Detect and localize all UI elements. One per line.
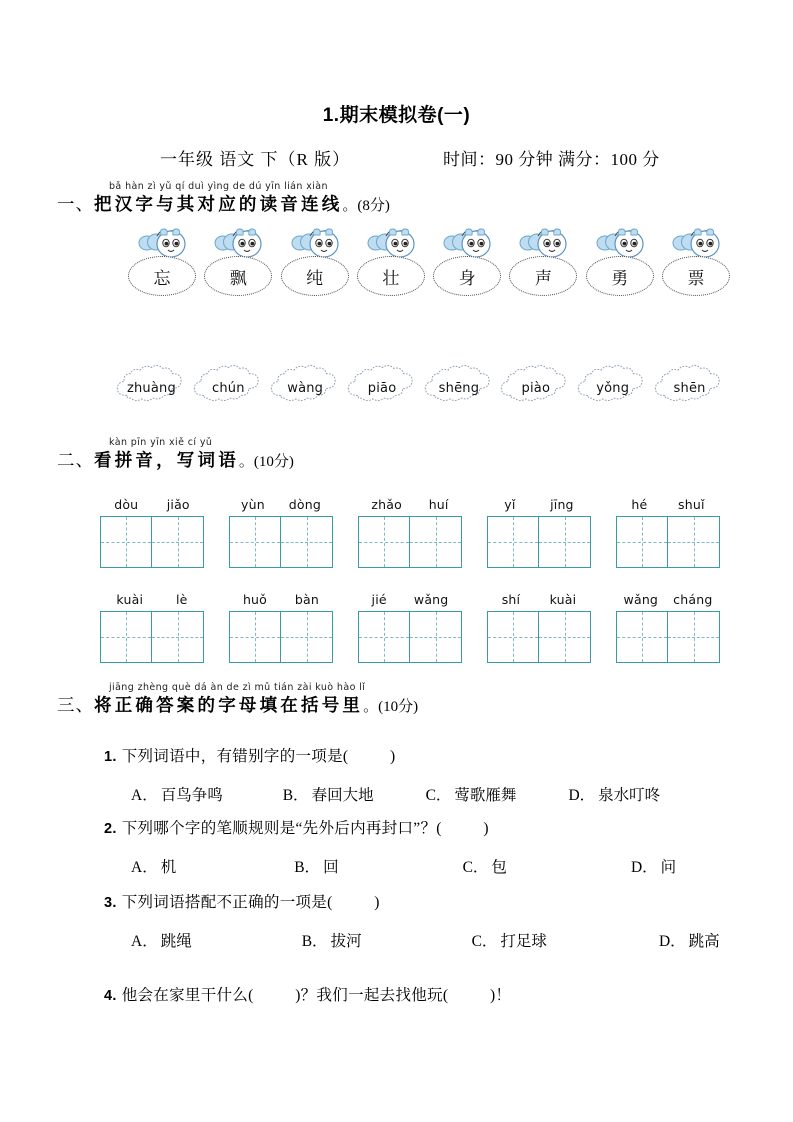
grid-pinyin-syllable: hé (631, 497, 648, 512)
section-3-pinyin: jiāng zhèng què dá àn de zì mǔ tián zài kuò hào lǐ (109, 682, 366, 693)
grid-pinyin-syllable: dòu (114, 497, 139, 512)
section-header-3 (57, 682, 418, 716)
tianzige-cell[interactable] (152, 611, 204, 663)
option-label: C． (425, 787, 452, 804)
writing-grid-item (229, 592, 333, 663)
tianzige-cell[interactable] (229, 611, 281, 663)
question-option[interactable] (463, 855, 507, 877)
pinyin-label: piào (521, 380, 551, 396)
option-text: 跳绳 (160, 933, 192, 950)
option-text: 春回大地 (311, 787, 374, 804)
option-text: 百鸟争鸣 (160, 787, 223, 804)
section-1-pinyin: bǎ hàn zì yǔ qí duì yìng de dú yīn lián xiàn (109, 181, 328, 192)
question-options (131, 929, 744, 951)
pinyin-cloud[interactable] (574, 364, 651, 412)
tianzige-cell[interactable] (152, 516, 204, 568)
grid-pinyin-syllable: huí (428, 497, 449, 512)
question-text: 下列词语中，有错别字的一项是( (121, 748, 349, 765)
tianzige-cell[interactable] (616, 611, 668, 663)
grid-pinyin-syllable: wǎng (413, 592, 449, 607)
character-bubble[interactable] (128, 228, 194, 306)
grid-pinyin (487, 497, 591, 513)
option-label: C． (471, 933, 498, 950)
writing-grid-item (229, 497, 333, 568)
question-stem (104, 744, 744, 766)
pinyin-cloud[interactable] (651, 364, 728, 412)
character-label: 票 (662, 256, 730, 296)
tianzige-cell[interactable] (539, 611, 591, 663)
grade-subject-label: 一年级 语文 下（R 版） (160, 150, 351, 169)
grid-pinyin-syllable: dòng (288, 497, 322, 512)
grid-pinyin-syllable: kuài (549, 592, 577, 607)
answer-blank[interactable] (448, 987, 490, 1004)
grid-pinyin (616, 497, 720, 513)
answer-blank[interactable] (442, 820, 484, 837)
grid-pinyin-syllable: huǒ (242, 592, 268, 607)
tianzige-cell[interactable] (487, 611, 539, 663)
question-number: 3. (104, 895, 117, 911)
question-4 (104, 983, 744, 1005)
section-1-number: 一、 (57, 194, 94, 214)
section-3-title (57, 695, 418, 716)
pinyin-label: zhuàng (126, 380, 176, 396)
grid-pinyin (358, 497, 462, 513)
section-2-text: 看拼音，写词语 (94, 450, 239, 470)
question-text-cont2: )！ (489, 987, 512, 1004)
option-text: 机 (160, 859, 177, 876)
question-text: 下列哪个字的笔顺规则是“先外后内再封口”？( (121, 820, 442, 837)
grid-pinyin-syllable: shuǐ (678, 497, 705, 512)
question-option[interactable] (294, 855, 338, 877)
character-label: 飘 (204, 256, 272, 296)
question-option[interactable] (472, 929, 547, 951)
option-label: A． (131, 787, 158, 804)
character-label: 身 (433, 256, 501, 296)
section-2-points: (10分) (253, 454, 294, 470)
section-2-number: 二、 (57, 450, 94, 470)
section-3-end: 。 (363, 699, 379, 715)
character-bubble[interactable] (204, 228, 270, 306)
option-label: A． (131, 933, 158, 950)
tianzige-pair (616, 516, 720, 568)
section-header-2 (57, 437, 294, 471)
writing-grid-item (616, 592, 720, 663)
pinyin-cloud[interactable] (267, 364, 344, 412)
pinyin-cloud[interactable] (497, 364, 574, 412)
pinyin-cloud[interactable] (344, 364, 421, 412)
option-text: 泉水叮咚 (598, 787, 661, 804)
writing-grid-item (100, 497, 204, 568)
question-options (131, 783, 744, 805)
section-1-text: 把汉字与其对应的读音连线 (94, 194, 343, 214)
grid-pinyin (229, 592, 333, 608)
tianzige-cell[interactable] (410, 611, 462, 663)
character-bubble[interactable] (433, 228, 499, 306)
tianzige-cell[interactable] (410, 516, 462, 568)
question-stem (104, 890, 744, 912)
option-label: D． (630, 859, 658, 876)
grid-pinyin-syllable: yǐ (504, 497, 516, 512)
option-text: 问 (660, 859, 677, 876)
character-label: 声 (509, 256, 577, 296)
option-text: 跳高 (688, 933, 720, 950)
tianzige-pair (616, 611, 720, 663)
tianzige-pair (100, 516, 204, 568)
option-text: 打足球 (500, 933, 547, 950)
tianzige-cell[interactable] (358, 516, 410, 568)
tianzige-cell[interactable] (229, 516, 281, 568)
character-bubble[interactable] (357, 228, 423, 306)
character-bubble[interactable] (509, 228, 575, 306)
option-label: D． (568, 787, 596, 804)
question-text-cont: ) (374, 894, 380, 911)
question-2 (104, 816, 744, 877)
tianzige-cell[interactable] (100, 611, 152, 663)
tianzige-cell[interactable] (358, 611, 410, 663)
tianzige-cell[interactable] (487, 516, 539, 568)
pinyin-label: shēn (673, 380, 706, 396)
character-bubble[interactable] (662, 228, 728, 306)
pinyin-label: shēng (438, 380, 480, 396)
pinyin-label: wàng (287, 380, 324, 396)
option-label: C． (462, 859, 489, 876)
grid-pinyin (487, 592, 591, 608)
question-3 (104, 890, 744, 951)
time-score-label: 时间：90 分钟 满分：100 分 (443, 150, 660, 169)
question-number: 4. (104, 988, 117, 1004)
question-option[interactable] (302, 929, 362, 951)
section-2-title (57, 450, 294, 471)
character-bubble[interactable] (586, 228, 652, 306)
tianzige-cell[interactable] (668, 516, 720, 568)
option-text: 包 (491, 859, 507, 876)
grid-pinyin (100, 592, 204, 608)
writing-grid-item (358, 497, 462, 568)
option-text: 拔河 (330, 933, 362, 950)
grid-pinyin (358, 592, 462, 608)
section-3-number: 三、 (57, 695, 94, 715)
answer-blank[interactable] (333, 894, 375, 911)
section-1-end: 。 (342, 198, 358, 214)
pinyin-cloud-row (113, 364, 728, 412)
answer-blank[interactable] (348, 748, 390, 765)
tianzige-pair (229, 611, 333, 663)
pinyin-cloud[interactable] (113, 364, 190, 412)
grid-pinyin (100, 497, 204, 513)
section-3-text: 将正确答案的字母填在括号里 (94, 695, 364, 715)
question-1 (104, 744, 744, 805)
question-text: 他会在家里干什么( (121, 987, 254, 1004)
tianzige-pair (229, 516, 333, 568)
tianzige-cell[interactable] (616, 516, 668, 568)
option-label: D． (658, 933, 686, 950)
writing-grid-item (487, 497, 591, 568)
question-option[interactable] (631, 855, 676, 877)
question-option[interactable] (131, 783, 223, 805)
grid-pinyin-syllable: wǎng (623, 592, 659, 607)
pinyin-cloud[interactable] (190, 364, 267, 412)
pinyin-label: chún (211, 380, 245, 396)
character-bubble-row (128, 228, 728, 306)
writing-grid-item (487, 592, 591, 663)
tianzige-pair (358, 516, 462, 568)
writing-grid-item (100, 592, 204, 663)
section-2-pinyin: kàn pīn yīn xiě cí yǔ (109, 437, 213, 448)
grid-pinyin-syllable: kuài (116, 592, 144, 607)
tianzige-cell[interactable] (281, 516, 333, 568)
question-options (131, 855, 744, 877)
grid-pinyin-syllable: yùn (240, 497, 265, 512)
character-label: 忘 (128, 256, 196, 296)
grid-pinyin-syllable: lè (175, 592, 188, 607)
option-label: B． (301, 933, 328, 950)
section-header-1 (57, 181, 390, 215)
grid-pinyin (229, 497, 333, 513)
writing-grid-row-2 (100, 592, 720, 663)
character-bubble[interactable] (281, 228, 347, 306)
section-3-points: (10分) (378, 699, 419, 715)
grid-pinyin-syllable: shí (501, 592, 521, 607)
option-label: B． (282, 787, 309, 804)
tianzige-pair (100, 611, 204, 663)
writing-grid-item (358, 592, 462, 663)
pinyin-label: yǒng (596, 380, 630, 396)
section-2-end: 。 (238, 454, 254, 470)
question-number: 2. (104, 821, 117, 837)
question-option[interactable] (131, 855, 176, 877)
grid-pinyin-syllable: bàn (294, 592, 320, 607)
section-1-title (57, 194, 390, 215)
page-title: 1.期末模拟卷(一) (322, 105, 471, 126)
option-text: 回 (323, 859, 339, 876)
question-text-cont: ) (390, 748, 396, 765)
grid-pinyin (616, 592, 720, 608)
question-option[interactable] (131, 929, 192, 951)
tianzige-pair (487, 516, 591, 568)
question-text: 下列词语搭配不正确的一项是( (121, 894, 333, 911)
question-number: 1. (104, 749, 117, 765)
tianzige-pair (358, 611, 462, 663)
answer-blank[interactable] (254, 987, 296, 1004)
grid-pinyin-syllable: jiǎo (166, 497, 190, 512)
question-stem (104, 816, 744, 838)
tianzige-cell[interactable] (539, 516, 591, 568)
question-text-cont: ) (483, 820, 489, 837)
question-option[interactable] (659, 929, 720, 951)
option-label: A． (131, 859, 158, 876)
character-label: 勇 (586, 256, 654, 296)
question-option[interactable] (283, 783, 374, 805)
tianzige-cell[interactable] (668, 611, 720, 663)
tianzige-pair (487, 611, 591, 663)
option-label: B． (294, 859, 321, 876)
option-text: 莺歌雁舞 (454, 787, 517, 804)
question-option[interactable] (426, 783, 517, 805)
tianzige-cell[interactable] (281, 611, 333, 663)
section-1-points: (8分) (357, 198, 390, 214)
question-text-cont: )？我们一起去找他玩( (295, 987, 449, 1004)
character-label: 纯 (281, 256, 349, 296)
pinyin-cloud[interactable] (421, 364, 498, 412)
grid-pinyin-syllable: jīng (550, 497, 574, 512)
question-stem (104, 983, 744, 1005)
tianzige-cell[interactable] (100, 516, 152, 568)
grid-pinyin-syllable: cháng (673, 592, 713, 607)
question-option[interactable] (568, 783, 660, 805)
writing-grid-item (616, 497, 720, 568)
writing-grid-row-1 (100, 497, 720, 568)
pinyin-label: piāo (367, 380, 397, 396)
grid-pinyin-syllable: jié (371, 592, 387, 607)
grid-pinyin-syllable: zhǎo (371, 497, 402, 512)
character-label: 壮 (357, 256, 425, 296)
